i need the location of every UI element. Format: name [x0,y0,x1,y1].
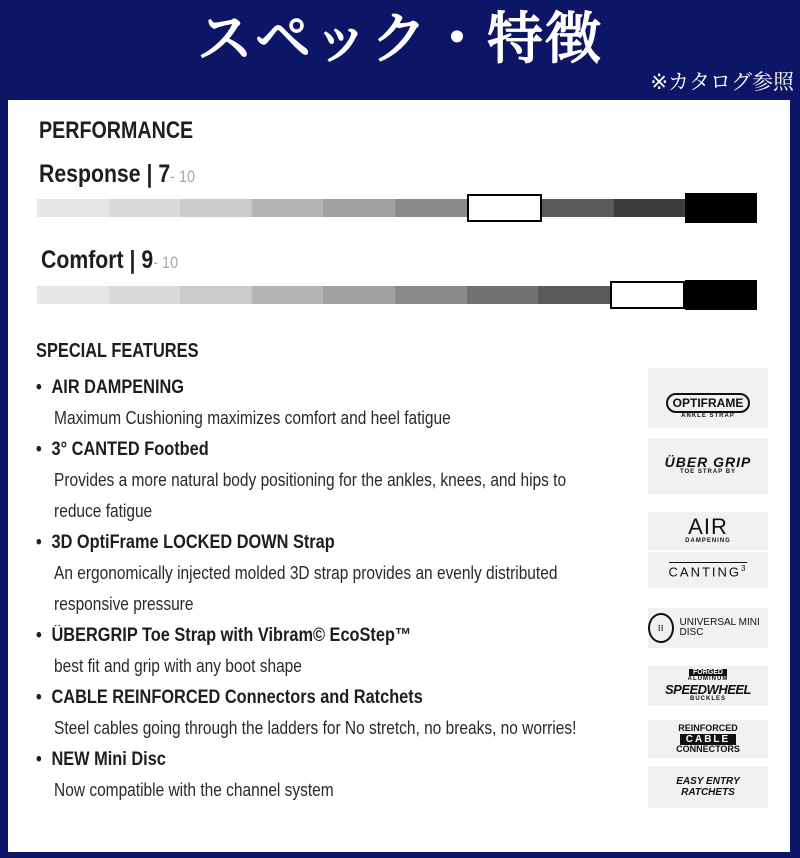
comfort-rating-max: - 10 [153,253,179,272]
scale-segment-1 [37,286,109,304]
bullet: • [36,532,42,553]
scale-segment-8 [542,199,614,217]
scale-segment-8 [538,286,610,304]
bullet: • [36,687,42,708]
feature-name: ÜBERGRIP Toe Strap with Vibram© EcoStep™ [51,625,412,646]
bullet: • [36,625,42,646]
scale-segment-3 [180,286,252,304]
feature-name: AIR DAMPENING [51,377,185,398]
scale-segment-7 [467,194,543,222]
scale-segment-7 [467,286,539,304]
scale-segment-5 [323,286,395,304]
logo-strip-top [648,368,768,386]
scale-segment-4 [252,199,324,217]
scale-segment-5 [323,199,395,217]
page-title: スペック・特徴 [197,7,603,72]
spec-panel [8,100,790,852]
response-rating-label: Response | 7 [39,160,171,188]
feature-item-ubergrip-toe-strap [36,620,636,682]
scale-segment-3 [180,199,252,217]
feature-item-mini-disc [36,744,636,806]
disc-icon: ⁝⁝ [648,613,674,643]
feature-item-optiframe-strap [36,527,636,620]
feature-desc: Steel cables going through the ladders for No stretch, no breaks, no worries! [54,718,577,738]
scale-segment-2 [109,199,181,217]
bullet: • [36,749,42,770]
response-rating [39,156,195,195]
response-rating-max: - 10 [170,167,196,186]
speedwheel-logo: FORGED ALUMINUM SPEEDWHEEL BUCKLES [648,666,768,706]
cable-connectors-logo: REINFORCED CABLE CONNECTORS [648,720,768,758]
feature-desc: Now compatible with the channel system [54,780,334,800]
comfort-scale [37,280,757,310]
scale-segment-9 [614,199,686,217]
comfort-rating [41,242,178,281]
feature-item-air-dampening [36,372,636,434]
mini-disc-logo: ⁝⁝ UNIVERSAL MINI DISC [648,608,768,648]
comfort-rating-label: Comfort | 9 [41,246,154,274]
feature-name: 3° CANTED Footbed [51,439,209,460]
performance-title: PERFORMANCE [39,117,194,144]
canting-logo: CANTING$^3$ [648,552,768,588]
feature-list [36,372,636,806]
easy-entry-ratchets-logo: EASY ENTRY RATCHETS [648,766,768,808]
scale-segment-6 [395,199,467,217]
feature-item-canted-footbed [36,434,636,527]
bullet: • [36,377,42,398]
optiframe-logo: OPTIFRAME ANKLE STRAP [648,386,768,428]
feature-desc: best fit and grip with any boot shape [54,656,302,676]
header-banner [0,0,800,96]
scale-segment-1 [37,199,109,217]
feature-name: 3D OptiFrame LOCKED DOWN Strap [51,532,335,553]
special-features-title: SPECIAL FEATURES [36,340,199,362]
feature-item-cable-reinforced [36,682,636,744]
scale-segment-2 [109,286,181,304]
feature-name: NEW Mini Disc [51,749,166,770]
feature-desc: Provides a more natural body positioning for the ankles, knees, and hips to reduce fatigue [54,470,567,521]
ubergrip-logo: ÜBER GRIP TOE STRAP BY [648,438,768,494]
bullet: • [36,439,42,460]
feature-desc: An ergonomically injected molded 3D strap provides an evenly distributed responsive pressure [54,563,558,614]
scale-segment-6 [395,286,467,304]
scale-segment-9 [610,281,686,309]
air-dampening-logo: AIR DAMPENING [648,512,768,550]
feature-name: CABLE REINFORCED Connectors and Ratchets [51,687,423,708]
scale-segment-10 [685,193,757,223]
feature-desc: Maximum Cushioning maximizes comfort and heel fatigue [54,408,451,428]
scale-segment-4 [252,286,324,304]
catalog-note: ※カタログ参照 [650,70,794,94]
scale-segment-10 [685,280,757,310]
response-scale [37,193,757,223]
